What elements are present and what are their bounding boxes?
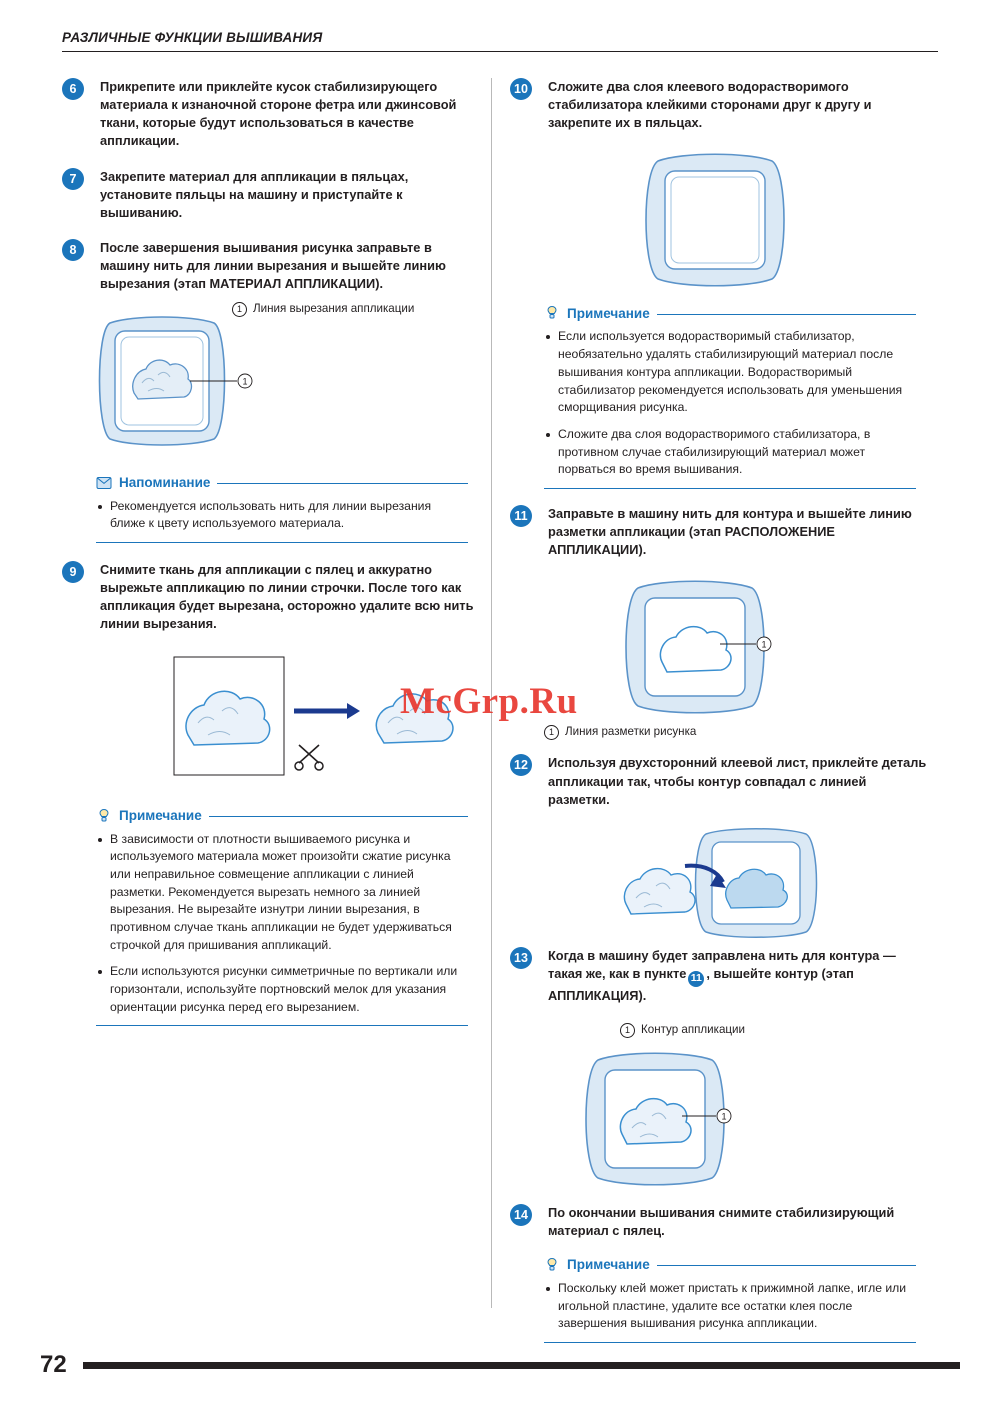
note-box-right-top: [544, 305, 916, 489]
svg-text:1: 1: [721, 1111, 727, 1122]
step-text: Сложите два слоя клеевого водорастворимого стабилизатора клейкими сторонами друг к другу и закрепите их в пяльцах.: [548, 79, 872, 131]
step-12: [510, 754, 928, 808]
note-box-right-bottom: [544, 1257, 916, 1343]
step-text: После завершения вышивания рисунка заправьте в машину нить для линии вырезания и вышейте линию вырезания (этап МАТЕРИАЛ АППЛИКАЦИИ).: [100, 240, 446, 292]
callout-label: Линия вырезания аппликации: [253, 301, 415, 315]
footer-divider: [83, 1362, 960, 1369]
step-9: [62, 561, 480, 634]
note-body: [96, 831, 468, 1017]
reminder-bullet: Рекомендуется использовать нить для линии вырезания ближе к цвету используемого материала.: [96, 498, 468, 533]
figure-hoop-stabilizer: [510, 149, 928, 299]
step-13: [510, 947, 928, 1005]
hoop-illustration: [62, 311, 462, 461]
step-text: [548, 947, 928, 1005]
step-text: Используя двухсторонний клеевой лист, приклейте деталь аппликации так, чтобы контур совпадал с линией разметки.: [548, 755, 927, 807]
note-bullet: Сложите два слоя водорастворимого стабилизатора, в противном случае стабилизирующий материал может порваться во время вышивания.: [544, 426, 916, 479]
callout-number: 1: [620, 1023, 635, 1038]
note-bullet: В зависимости от плотности вышиваемого рисунка и используемого материала может произойти сжатие рисунка или неправильное совмещение аппликации с линией разметки. Рекомендуется вырезать немного за линией вырезания. Не вырезайте изнутри линии вырезания, в противном случае ткань аппликации не будет удерживаться строчкой для пришивания аппликаций.: [96, 831, 468, 955]
svg-text:1: 1: [761, 639, 767, 650]
note-bottom-rule: [544, 488, 916, 489]
step-10: [510, 78, 928, 132]
note-rule: [657, 1265, 916, 1266]
step-number-badge: 11: [510, 505, 532, 527]
note-title: Примечание: [567, 305, 650, 321]
step-number-badge: 12: [510, 754, 532, 776]
reminder-rule: [217, 483, 468, 484]
note-rule: [209, 816, 468, 817]
page-title: РАЗЛИЧНЫЕ ФУНКЦИИ ВЫШИВАНИЯ: [62, 30, 323, 45]
step-7: [62, 168, 480, 222]
note-icon: [96, 808, 112, 824]
callout-label: Линия разметки рисунка: [565, 725, 697, 739]
reminder-title: Напоминание: [119, 475, 211, 491]
step-number-badge: 10: [510, 78, 532, 100]
step-8: [62, 239, 480, 293]
step-number-badge: 7: [62, 168, 84, 190]
page-header: [62, 30, 938, 52]
note-header: [544, 305, 916, 321]
scissors-icon: [295, 745, 323, 770]
note-body: [544, 1280, 916, 1333]
step-number-badge: 9: [62, 561, 84, 583]
step-text: Заправьте в машину нить для контура и вышейте линию разметки аппликации (этап РАСПОЛОЖЕНИЕ АППЛИКАЦИИ).: [548, 505, 912, 558]
step-text-part2: , вышейте контур (этап АППЛИКАЦИЯ).: [548, 966, 854, 1003]
note-icon: [544, 305, 560, 321]
left-column: [62, 78, 480, 1042]
step-6: [62, 78, 480, 151]
figure-attach-applique: [510, 826, 928, 941]
note-body: [544, 328, 916, 479]
step-text-part1: Когда в машину будет заправлена нить для контура — такая же, как в пункте: [548, 947, 896, 982]
watermark: McGrp.Ru: [400, 681, 578, 722]
reminder-icon: [96, 475, 112, 491]
note-header: [96, 808, 468, 824]
callout-number: 1: [544, 725, 559, 740]
page-footer: [40, 1351, 960, 1379]
note-icon: [544, 1257, 560, 1273]
page-number: 72: [40, 1351, 67, 1378]
note-title: Примечание: [119, 808, 202, 824]
step-11: [510, 505, 928, 559]
step-text: Прикрепите или приклейте кусок стабилизирующего материала к изнаночной стороне фетра или джинсовой ткани, которые будут использоваться в качестве аппликации.: [100, 79, 457, 149]
hoop-illustration: [510, 149, 910, 299]
figure-cutting-line: [62, 301, 480, 461]
figure-callout: [620, 1022, 928, 1038]
reminder-header: [96, 475, 468, 491]
step-14: [510, 1204, 928, 1240]
note-bullet: Если используется водорастворимый стабилизатор, необязательно удалять стабилизирующий материал после вышивания контура аппликации. Водорастворимый стабилизатор рекомендуется использовать для уменьшения сморщивания рисунка.: [544, 328, 916, 416]
reminder-bottom-rule: [96, 542, 468, 543]
attach-illustration: [510, 826, 910, 941]
figure-applique-outline: [510, 1048, 928, 1198]
note-header: [544, 1257, 916, 1273]
figure-callout: [544, 724, 928, 740]
step-number-badge: 13: [510, 947, 532, 969]
step-number-badge: 8: [62, 239, 84, 261]
reminder-body: [96, 498, 468, 533]
svg-text:1: 1: [242, 376, 248, 387]
note-bottom-rule: [544, 1342, 916, 1343]
note-bottom-rule: [96, 1025, 468, 1026]
step-text: Снимите ткань для аппликации с пялец и аккуратно вырежьте аппликацию по линии строчки. После того как аппликация будет вырезана, осторожно удалите всю нить линии вырезания.: [100, 561, 474, 632]
inline-step-badge: 11: [688, 971, 704, 987]
step-text: По окончании вышивания снимите стабилизирующий материал с пялец.: [548, 1204, 895, 1238]
header-divider: [62, 51, 938, 52]
step-number-badge: 6: [62, 78, 84, 100]
step-text: Закрепите материал для аппликации в пяльцах, установите пяльцы на машину и приступайте к вышиванию.: [100, 168, 409, 220]
hoop-illustration: [510, 1048, 910, 1198]
note-bullet: Если используются рисунки симметричные по вертикали или горизонтали, используйте портновский мелок для указания ориентации рисунка перед его вырезанием.: [96, 963, 468, 1016]
callout-label: Контур аппликации: [641, 1022, 745, 1036]
callout-number: 1: [232, 302, 247, 317]
figure-callout: [232, 301, 432, 317]
note-rule: [657, 314, 916, 315]
reminder-box: [96, 475, 468, 543]
step-number-badge: 14: [510, 1204, 532, 1226]
note-bullet: Поскольку клей может пристать к прижимной лапке, игле или игольной пластине, удалите все остатки клея после завершения вышивания рисунка аппликации.: [544, 1280, 916, 1333]
note-box-left: [96, 808, 468, 1027]
note-title: Примечание: [567, 1257, 650, 1273]
